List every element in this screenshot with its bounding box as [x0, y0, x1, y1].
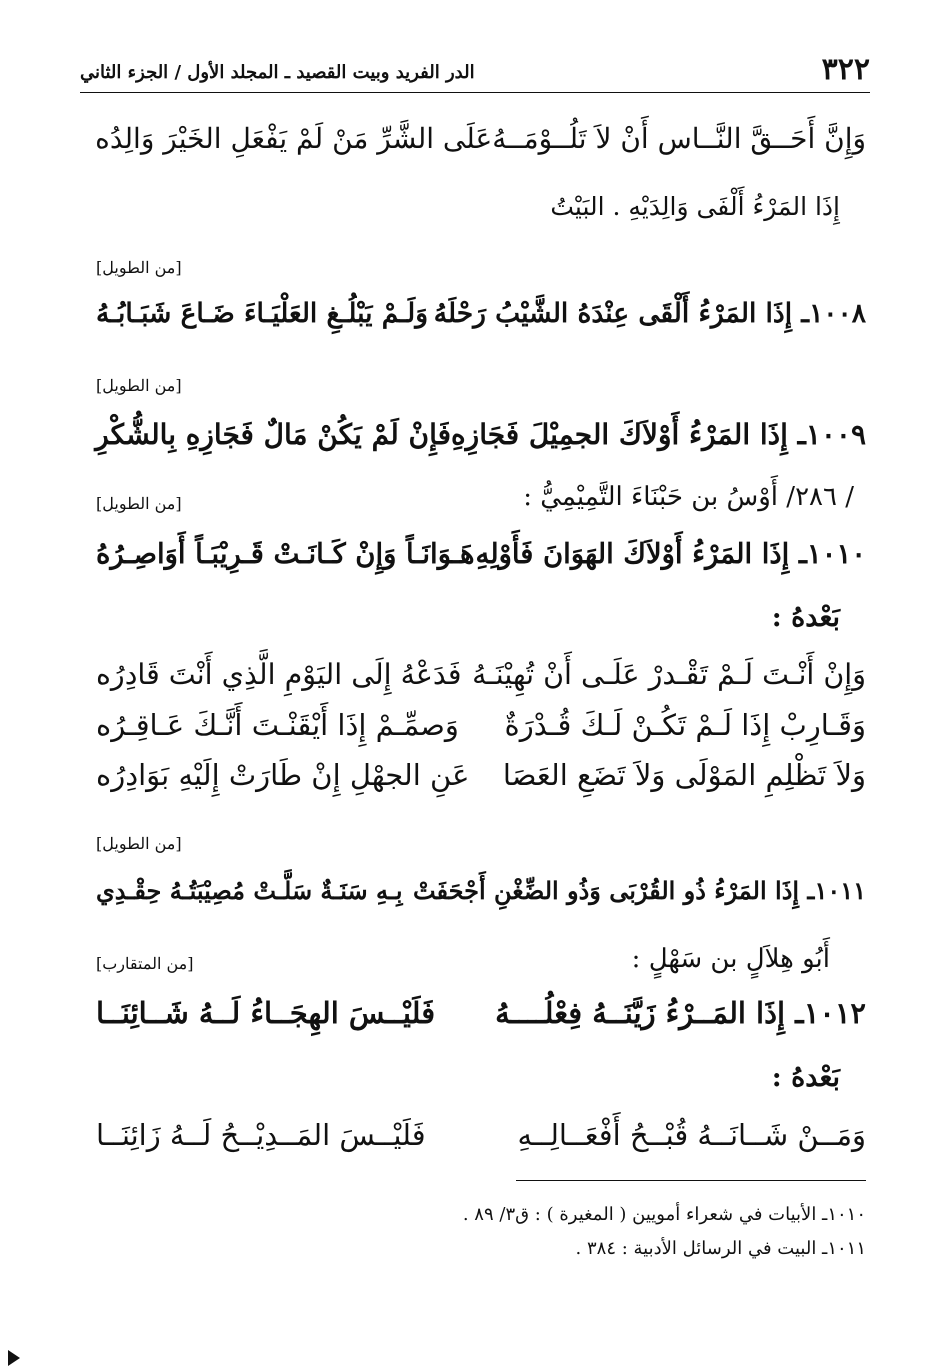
meter-label: [من الطويل]	[96, 834, 182, 853]
poet-attribution: أَبُو هِلاَلٍ بن سَهْلٍ :	[631, 944, 830, 974]
verse-second-hemistich: فَلَيْــسَ المَــدِيْــحُ لَــهُ زَائِنَــا	[96, 1118, 426, 1152]
meter-label: [من الطويل]	[96, 494, 182, 513]
numbered-verse-1008	[96, 298, 866, 329]
verse-first-hemistich: وَلاَ تَظْلِمِ المَوْلَى وَلاَ تَضَعِ العَصَا	[502, 758, 866, 792]
verse-line	[96, 758, 866, 792]
meter-label: [من الطويل]	[96, 376, 182, 395]
following-verses-label: بَعْدهُ :	[771, 1062, 840, 1093]
verse-opening-quote: إِذَا المَرْءُ أَلْفَى وَالِدَيْهِ . البَيْتُ	[550, 192, 840, 221]
verse-first-hemistich: ١٠٠٩ـ إِذَا المَرْءُ أَوْلاَكَ الجمِيْلَ فَجَازِهِ	[451, 418, 866, 451]
numbered-verse-1009	[96, 418, 866, 451]
footnote: ١٠١٠ـ الأبيات في شعراء أمويين ( المغيرة ) : ق٣/ ٨٩ .	[462, 1204, 866, 1225]
verse-first-hemistich: وَإِنَّ أَحَــقَّ النَّــاس أَنْ لاَ تَلُــوْمَــهُ	[492, 122, 866, 155]
poet-attribution: / ٢٨٦/ أَوْسُ بن حَبْنَاءَ التَّمِيْمِيُّ :	[523, 482, 854, 512]
verse-line	[96, 708, 866, 742]
verse-second-hemistich: هَـوَانَـاً وَإِنْ كَـانَـتْ قَـرِيْبَـاً أَوَاصِـرُهُ	[96, 538, 475, 570]
numbered-verse-1011	[96, 876, 866, 905]
verse-first-hemistich: ١٠١٠ـ إِذَا المَرْءُ أَوْلاَكَ الهَوَانَ فَأَوْلِهِ	[475, 538, 866, 570]
footnote: ١٠١١ـ البيت في الرسائل الأدبية : ٣٨٤ .	[575, 1238, 866, 1259]
verse-first-hemistich: ١٠١٢ـ إِذَا المَــرْءُ زَيَّنَــهُ فِعْلُــــهُ	[495, 996, 866, 1030]
verse-second-hemistich: وَلَـمْ يَبْلُـغِ العَلْيَـاءَ ضَـاعَ شَبَـابُـهُ	[96, 298, 429, 329]
page-header	[80, 52, 870, 93]
verse-first-hemistich: وَقَـارِبْ إِذَا لَـمْ تَكُـنْ لَـكَ قُـدْرَةٌ	[504, 708, 866, 742]
verse-second-hemistich: فَدَعْهُ إِلَى اليَوْمِ الَّذِي أَنْتَ قَادِرُه	[96, 658, 462, 691]
numbered-verse-1012	[96, 996, 866, 1030]
verse-first-hemistich: وَإِنْ أَنْـتَ لَـمْ تَقْـدرْ عَلَـى أَنْ تُهِيْنَـهُ	[472, 658, 866, 691]
verse-first-hemistich: ١٠١١ـ إِذَا المَرْءُ ذُو القُرْبَى وَذُو الضِّغْنِ أَجْحَفَتْ	[412, 876, 866, 905]
verse-line	[96, 658, 866, 691]
verse-line	[96, 122, 866, 155]
verse-second-hemistich: فَلَيْــسَ الهِجَــاءُ لَــهُ شَــائِنَــا	[96, 996, 436, 1030]
verse-second-hemistich: بِـهِ سَنَـةٌ سَلَّـتْ مُصِيْبَتُـهُ حِقْـدِي	[96, 876, 403, 905]
verse-second-hemistich: فَإِنْ لَمْ يَكُنْ مَالٌ فَجَازِهِ بِالشُّكْرِ	[95, 418, 451, 451]
numbered-verse-1010	[96, 538, 866, 570]
following-verses-label: بَعْدهُ :	[771, 602, 840, 633]
meter-label: [من المتقارب]	[96, 954, 194, 973]
footnote-separator	[516, 1180, 866, 1181]
verse-first-hemistich: ١٠٠٨ـ إِذَا المَرْءُ أَلْقَى عِنْدَهُ الشَّيْبُ رَحْلَهُ	[433, 298, 866, 329]
verse-first-hemistich: وَمَــنْ شَــانَــهُ قُبْــحُ أَفْعَــالِــهِ	[517, 1118, 866, 1152]
running-title: الدر الفريد وبيت القصيد ـ المجلد الأول / الجزء الثاني	[80, 62, 475, 83]
corner-arrow-icon	[8, 1350, 20, 1366]
verse-second-hemistich: عَلَى الشَّرِّ مَنْ لَمْ يَفْعَلِ الخَيْرَ وَالِدُه	[95, 122, 493, 155]
verse-line	[96, 1118, 866, 1152]
meter-label: [من الطويل]	[96, 258, 182, 277]
page-number: ٣٢٢	[821, 52, 870, 87]
verse-second-hemistich: عَنِ الجهْلِ إِنْ طَارَتْ إِلَيْهِ بَوَادِرُه	[96, 758, 470, 792]
verse-second-hemistich: وَصمِّـمْ إِذَا أَيْقَنْـتَ أَنَّـكَ عَـاقِـرُه	[96, 708, 459, 742]
